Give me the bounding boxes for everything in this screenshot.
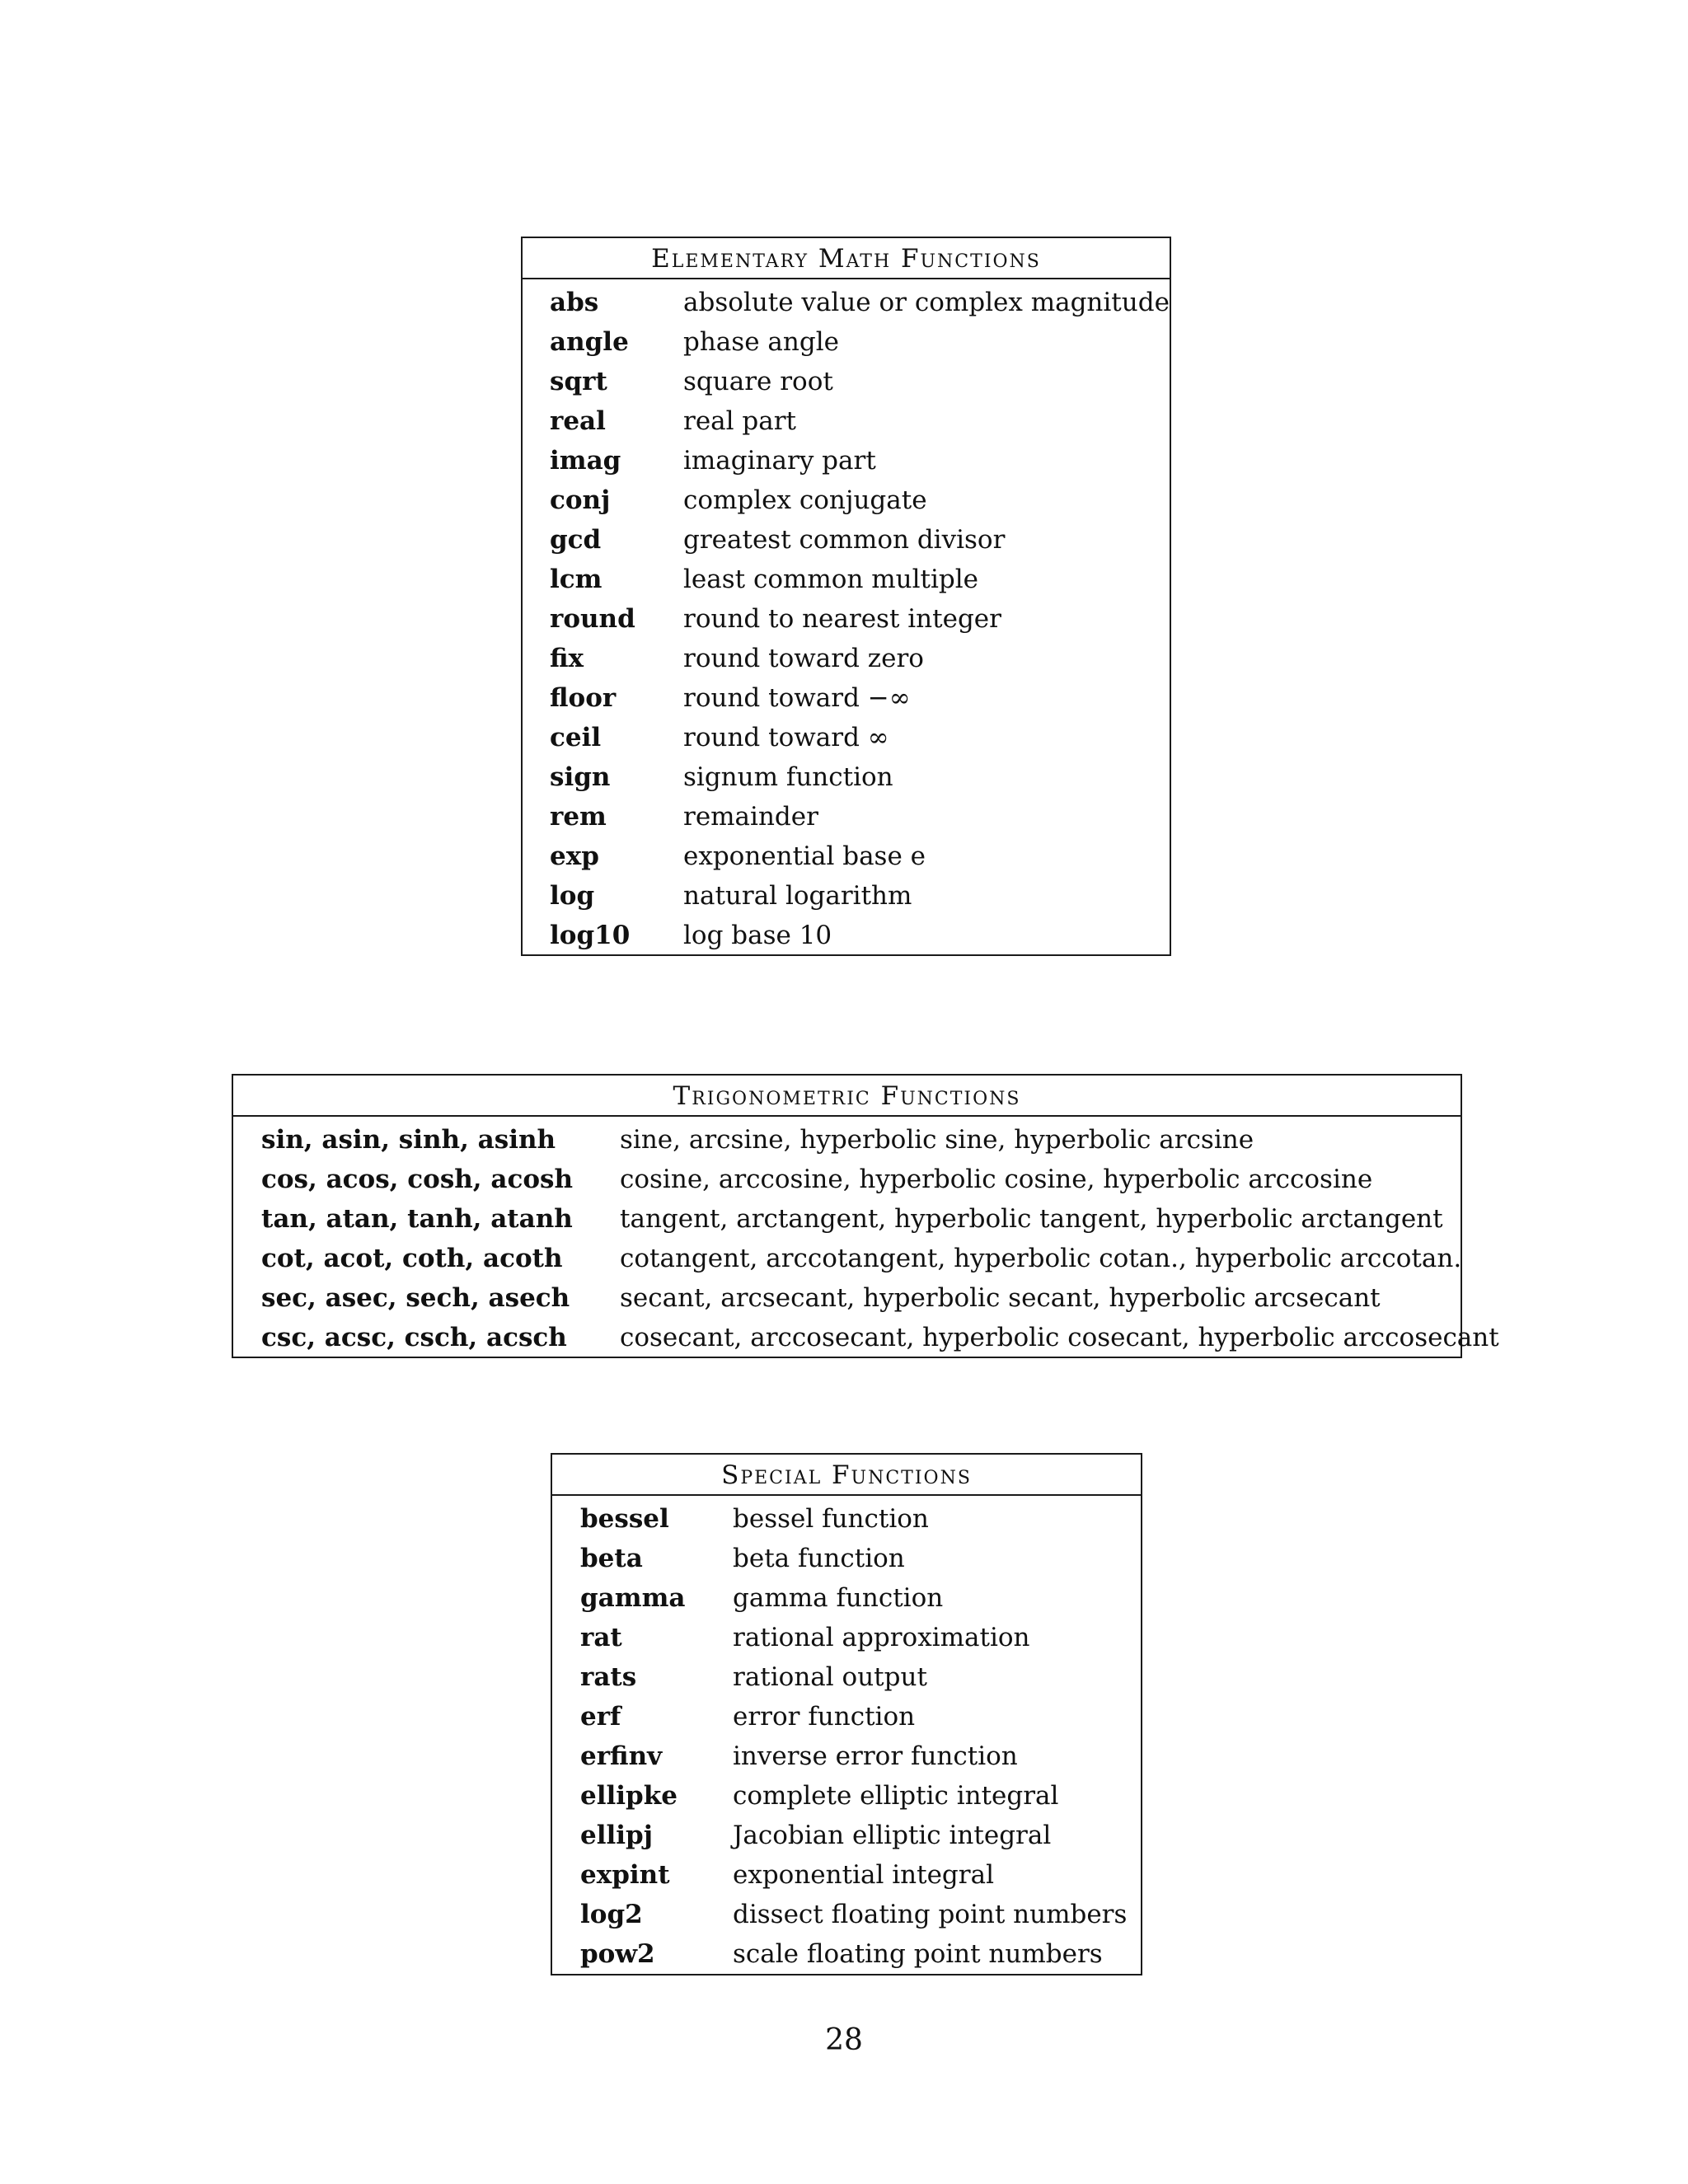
table-row xyxy=(552,1697,1141,1736)
function-name: log10 xyxy=(550,921,631,950)
function-name: cot, acot, coth, acoth xyxy=(261,1244,563,1273)
function-name: sign xyxy=(550,762,611,792)
table-row xyxy=(552,1736,1141,1776)
table-row xyxy=(523,599,1170,639)
function-description: sine, arcsine, hyperbolic sine, hyperbolic arcsine xyxy=(620,1125,1254,1155)
table-title: Trigonometric Functions xyxy=(233,1076,1461,1117)
table-row xyxy=(523,322,1170,362)
table-title: Special Functions xyxy=(552,1455,1141,1496)
function-description: round toward zero xyxy=(683,644,924,673)
function-name: cos, acos, cosh, acosh xyxy=(261,1165,574,1194)
function-name: erfinv xyxy=(580,1741,663,1771)
function-description: remainder xyxy=(683,802,818,832)
function-name: imag xyxy=(550,446,621,476)
function-description: Jacobian elliptic integral xyxy=(733,1821,1052,1850)
function-description: natural logarithm xyxy=(683,881,912,911)
function-description: gamma function xyxy=(733,1583,944,1613)
function-name: ceil xyxy=(550,723,602,752)
function-name: sin, asin, sinh, asinh xyxy=(261,1125,556,1155)
function-description: complex conjugate xyxy=(683,485,927,515)
function-name: csc, acsc, csch, acsch xyxy=(261,1323,567,1352)
table-row xyxy=(552,1776,1141,1816)
function-name: sqrt xyxy=(550,367,607,396)
table-body xyxy=(552,1496,1141,1974)
table-row xyxy=(523,401,1170,441)
function-name: gcd xyxy=(550,525,602,555)
table-row xyxy=(523,916,1170,955)
table-row xyxy=(523,560,1170,599)
table-title: Elementary Math Functions xyxy=(523,238,1170,279)
function-description: round to nearest integer xyxy=(683,604,1001,634)
table-row xyxy=(233,1278,1461,1318)
function-name: lcm xyxy=(550,565,603,594)
function-description: beta function xyxy=(733,1544,905,1573)
table-row xyxy=(552,1895,1141,1934)
table-row xyxy=(523,876,1170,916)
function-description: scale floating point numbers xyxy=(733,1939,1103,1969)
table-body xyxy=(233,1117,1499,1357)
function-name: log2 xyxy=(580,1900,643,1929)
function-description: tangent, arctangent, hyperbolic tangent, hyperbolic arctangent xyxy=(620,1204,1443,1234)
table-row xyxy=(523,480,1170,520)
table-row xyxy=(552,1855,1141,1895)
function-description: cosine, arccosine, hyperbolic cosine, hyperbolic arccosine xyxy=(620,1165,1373,1194)
function-description: inverse error function xyxy=(733,1741,1018,1771)
function-name: expint xyxy=(580,1860,670,1890)
function-name: abs xyxy=(550,288,599,317)
table-row xyxy=(523,678,1170,718)
function-name: sec, asec, sech, asech xyxy=(261,1283,570,1313)
function-name: rem xyxy=(550,802,607,832)
table-row xyxy=(523,520,1170,560)
function-name: pow2 xyxy=(580,1939,655,1969)
function-description: real part xyxy=(683,406,797,436)
function-description: exponential base e xyxy=(683,841,926,871)
function-description: imaginary part xyxy=(683,446,876,476)
function-description: exponential integral xyxy=(733,1860,994,1890)
table-row xyxy=(233,1199,1461,1239)
function-description: error function xyxy=(733,1702,916,1732)
function-description: cotangent, arccotangent, hyperbolic cotan., hyperbolic arccotan. xyxy=(620,1244,1462,1273)
table-row xyxy=(552,1499,1141,1539)
table-row xyxy=(523,362,1170,401)
function-name: log xyxy=(550,881,595,911)
function-name: erf xyxy=(580,1702,621,1732)
function-name: bessel xyxy=(580,1504,669,1534)
table-row xyxy=(523,837,1170,876)
function-description: dissect floating point numbers xyxy=(733,1900,1128,1929)
table-row xyxy=(552,1934,1141,1974)
function-name: ellipke xyxy=(580,1781,678,1811)
function-name: gamma xyxy=(580,1583,686,1613)
table-row xyxy=(233,1318,1499,1357)
function-name: angle xyxy=(550,327,629,357)
table-row xyxy=(523,797,1170,837)
elementary-math-functions-table xyxy=(521,237,1171,956)
function-description: bessel function xyxy=(733,1504,929,1534)
function-description: signum function xyxy=(683,762,893,792)
table-row xyxy=(233,1239,1461,1278)
function-name: rat xyxy=(580,1623,622,1652)
table-row xyxy=(552,1578,1141,1618)
table-row xyxy=(552,1816,1141,1855)
function-name: floor xyxy=(550,683,617,713)
function-description: rational approximation xyxy=(733,1623,1030,1652)
table-row xyxy=(523,718,1170,757)
function-description: cosecant, arccosecant, hyperbolic cosecant, hyperbolic arccosecant xyxy=(620,1323,1499,1352)
function-description: rational output xyxy=(733,1662,927,1692)
function-description: square root xyxy=(683,367,833,396)
function-description: round toward ∞ xyxy=(683,723,889,752)
function-name: conj xyxy=(550,485,611,515)
table-row xyxy=(552,1618,1141,1657)
function-name: tan, atan, tanh, atanh xyxy=(261,1204,573,1234)
table-body xyxy=(523,279,1170,955)
trigonometric-functions-table xyxy=(232,1074,1499,1358)
function-name: rats xyxy=(580,1662,637,1692)
page-number: 28 xyxy=(825,2023,863,2057)
function-description: phase angle xyxy=(683,327,839,357)
function-description: round toward −∞ xyxy=(683,683,911,713)
table-row xyxy=(552,1539,1141,1578)
table-row xyxy=(233,1120,1461,1160)
function-description: complete elliptic integral xyxy=(733,1781,1059,1811)
function-description: least common multiple xyxy=(683,565,979,594)
table-row xyxy=(523,441,1170,480)
table-row xyxy=(523,757,1170,797)
table-row xyxy=(552,1657,1141,1697)
function-name: round xyxy=(550,604,635,634)
function-description: log base 10 xyxy=(683,921,832,950)
special-functions-table xyxy=(551,1453,1142,1975)
function-name: fix xyxy=(550,644,584,673)
function-name: exp xyxy=(550,841,599,871)
function-description: absolute value or complex magnitude xyxy=(683,288,1170,317)
table-row xyxy=(233,1160,1461,1199)
table-row xyxy=(523,639,1170,678)
function-name: beta xyxy=(580,1544,643,1573)
function-name: real xyxy=(550,406,606,436)
function-name: ellipj xyxy=(580,1821,653,1850)
function-description: secant, arcsecant, hyperbolic secant, hyperbolic arcsecant xyxy=(620,1283,1381,1313)
table-row xyxy=(523,283,1170,322)
function-description: greatest common divisor xyxy=(683,525,1006,555)
